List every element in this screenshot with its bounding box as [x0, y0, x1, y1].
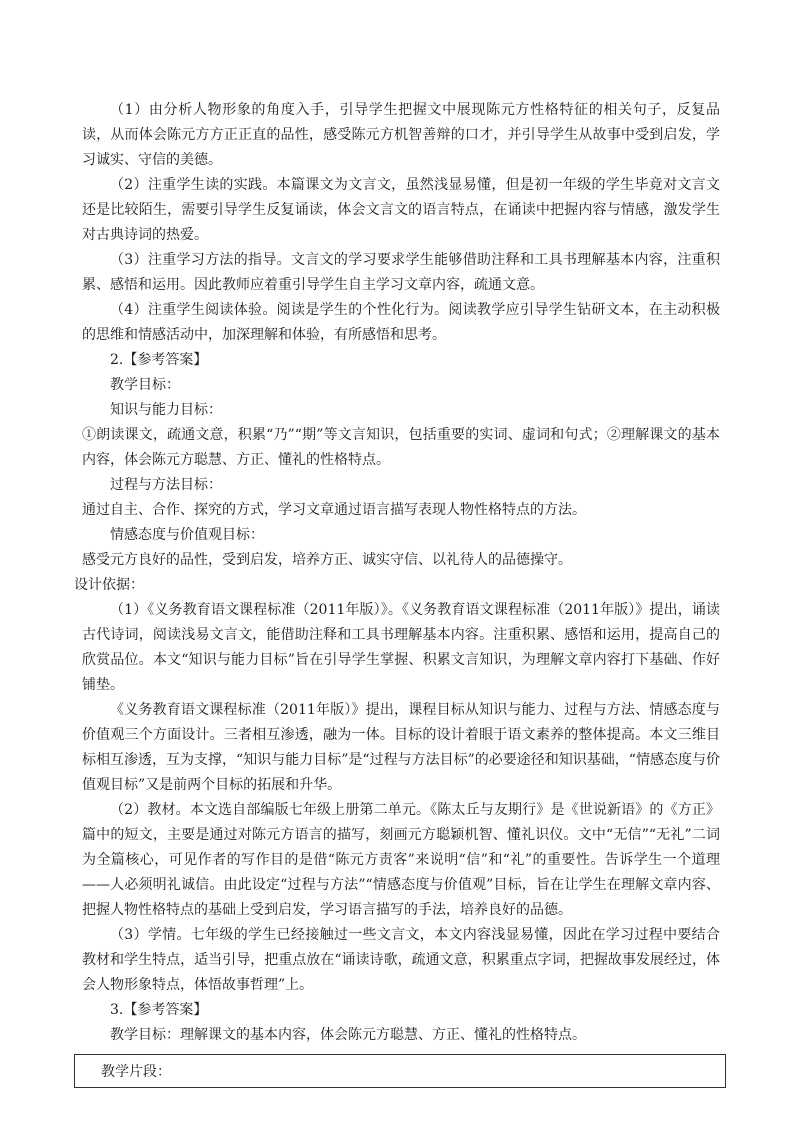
paragraph: （3）注重学习方法的指导。文言文的学习要求学生能够借助注释和工具书理解基本内容，注重积累、感悟和运用。因此教师应着重引导学生自主学习文章内容，疏通文意。 — [82, 252, 720, 293]
section-heading: 2.【参考答案】 — [110, 352, 208, 368]
section-heading: 3.【参考答案】 — [110, 1002, 208, 1018]
label: 知识与能力目标： — [110, 402, 222, 418]
label: 设计依据： — [74, 577, 144, 593]
teaching-fragment-box — [74, 1054, 726, 1088]
paragraph: （2）注重学生读的实践。本篇课文为文言文，虽然浅显易懂，但是初一年级的学生毕竟对文言文还是比较陌生，需要引导学生反复诵读，体会文言文的语言特点，在诵读中把握内容与情感，激发学生对古典诗词的热爱。 — [82, 177, 720, 243]
paragraph: （4）注重学生阅读体验。阅读是学生的个性化行为。阅读教学应引导学生钻研文本，在主动积极的思维和情感活动中，加深理解和体验，有所感悟和思考。 — [82, 302, 720, 343]
paragraph: 教学目标：理解课文的基本内容，体会陈元方聪慧、方正、懂礼的性格特点。 — [110, 1027, 586, 1043]
label: 教学片段： — [101, 1064, 171, 1080]
paragraph: 感受元方良好的品性，受到启发，培养方正、诚实守信、以礼待人的品德操守。 — [82, 552, 572, 568]
paragraph: 通过自主、合作、探究的方式，学习文章通过语言描写表现人物性格特点的方法。 — [82, 502, 586, 518]
label: 教学目标： — [110, 377, 180, 393]
label: 过程与方法目标： — [110, 477, 222, 493]
paragraph: （1）《义务教育语文课程标准（2011年版）》。《义务教育语文课程标准（2011年版）》提出，诵读古代诗词，阅读浅易文言文，能借助注释和工具书理解基本内容。注重积累、感悟和运用，提高自己的欣赏品位。本文“知识与能力目标”旨在引导学生掌握、积累文言知识，为理解文章内容打下基础、作好铺垫。 — [82, 602, 720, 693]
paragraph: （1）由分析人物形象的角度入手，引导学生把握文中展现陈元方性格特征的相关句子，反复品读，从而体会陈元方方正正直的品性，感受陈元方机智善辩的口才，并引导学生从故事中受到启发，学习诚实、守信的美德。 — [82, 102, 720, 168]
document-page — [74, 98, 720, 1088]
paragraph: ①朗读课文，疏通文意，积累“乃”“期”等文言知识，包括重要的实词、虚词和句式；②理解课文的基本内容，体会陈元方聪慧、方正、懂礼的性格特点。 — [82, 427, 720, 468]
paragraph: （3）学情。七年级的学生已经接触过一些文言文，本文内容浅显易懂，因此在学习过程中要结合教材和学生特点，适当引导，把重点放在“诵读诗歌，疏通文意，积累重点字词，把握故事发展经过，体会人物形象特点，体悟故事哲理”上。 — [82, 927, 720, 993]
paragraph: （2）教材。本文选自部编版七年级上册第二单元。《陈太丘与友期行》是《世说新语》的《方正》篇中的短文，主要是通过对陈元方语言的描写，刻画元方聪颖机智、懂礼识仪。文中“无信”“无礼”二词为全篇核心，可见作者的写作目的是借“陈元方责客”来说明“信”和“礼”的重要性。告诉学生一个道理——人必须明礼诚信。由此设定“过程与方法”“情感态度与价值观”目标，旨在让学生在理解文章内容、把握人物性格特点的基础上受到启发，学习语言描写的手法，培养良好的品德。 — [82, 802, 720, 918]
label: 情感态度与价值观目标： — [110, 527, 264, 543]
paragraph: 《义务教育语文课程标准（2011年版）》提出，课程目标从知识与能力、过程与方法、情感态度与价值观三个方面设计。三者相互渗透，融为一体。目标的设计着眼于语文素养的整体提高。本文三维目标相互渗透，互为支撑，“知识与能力目标”是“过程与方法目标”的必要途径和知识基础，“情感态度与价值观目标”又是前两个目标的拓展和升华。 — [82, 702, 720, 793]
